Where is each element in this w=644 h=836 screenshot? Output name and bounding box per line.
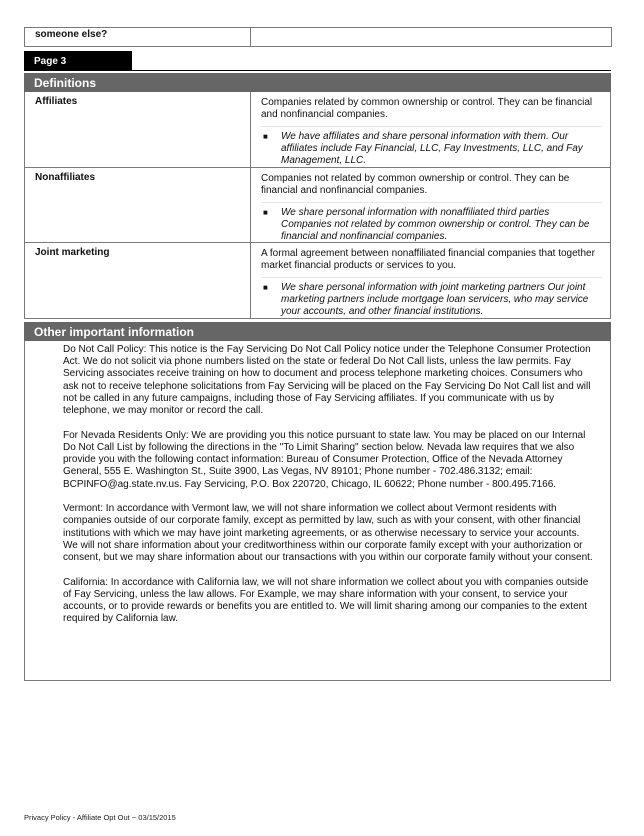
definition-row-nonaffiliates <box>25 168 610 243</box>
other-info-box <box>24 340 611 681</box>
bullet-text: We share personal information with nonaffiliated third parties Companies not related by common ownership or control. They can be financial and nonfinancial companies. <box>281 207 590 242</box>
previous-question-table-row <box>24 27 612 47</box>
definition-bullet <box>261 278 602 318</box>
do-not-call-policy: Do Not Call Policy: This notice is the Fay Servicing Do Not Call Policy notice under the Telephone Consumer Protection Act. We do not solicit via phone numbers listed on the state or federal Do Not Call lists, unless the law permits. Fay Servicing associates receive training on how to document and process telephone marketing choices. Consumers who ask not to receive telephone solicitations from Fay Servicing will be placed on the Fay Servicing Do Not Call list and will not be called in any future campaigns, including those of Fay Servicing affiliates. If you communicate with us by telephone, we may monitor or record the call. <box>63 344 591 417</box>
answer-cell <box>251 28 611 46</box>
bullet-icon: ■ <box>263 208 268 217</box>
definition-term: Nonaffiliates <box>25 168 251 242</box>
page-number-tab: Page 3 <box>24 51 132 70</box>
definition-text: Companies not related by common ownership or control. They can be financial and nonfinancial companies. <box>261 173 602 203</box>
bullet-icon: ■ <box>263 283 268 292</box>
definition-row-affiliates <box>25 92 610 168</box>
definition-bullet <box>261 127 602 167</box>
bullet-text: We share personal information with joint marketing partners Our joint marketing partners include mortgage loan servicers, who may service your accounts, and other financial institutions. <box>281 282 589 317</box>
california-notice: California: In accordance with California law, we will not share information we collect about you with companies outside of Fay Servicing, unless the law allows. For Example, we may share information with your consent, to service your accounts, or to provide rewards or benefits you are entitled to. We will limit sharing among our companies to the extent required by California law. <box>63 576 589 625</box>
definition-term: Affiliates <box>25 92 251 167</box>
definition-text: Companies related by common ownership or control. They can be financial and nonfinancial companies. <box>261 97 602 127</box>
definition-body <box>251 243 610 318</box>
definition-body <box>251 168 610 242</box>
definitions-table <box>24 92 611 319</box>
definition-row-joint-marketing <box>25 243 610 319</box>
other-info-header: Other important information <box>24 322 611 341</box>
definition-term: Joint marketing <box>25 243 251 318</box>
page-footer: Privacy Policy - Affiliate Opt Out ~ 03/15/2015 <box>24 813 176 822</box>
definition-text: A formal agreement between nonaffiliated financial companies that together market financial products or services to you. <box>261 248 602 278</box>
bullet-icon: ■ <box>263 132 268 141</box>
vermont-notice: Vermont: In accordance with Vermont law, we will not share information we collect about Vermont residents with companies outside of our corporate family, except as permitted by law, such as with your consent, with other financial institutions with which we may have joint marketing agreements, or as otherwise necessary to service your accounts. We will not share information about your creditworthiness within our corporate family except with your authorization or consent, but we may share information about our transactions with you within our corporate family without your consent. <box>63 503 593 564</box>
definition-bullet <box>261 203 602 243</box>
nevada-notice: For Nevada Residents Only: We are providing you this notice pursuant to state law. You may be placed on our Internal Do Not Call List by following the directions in the "To Limit Sharing" section below. Nevada law requires that we also provide you with the following contact information: Bureau of Consumer Protection, Office of the Nevada Attorney General, 555 E. Washington St., Suite 3900, Las Vegas, NV 89101; Phone number - 702.486.3132; email: BCPINFO@ag.state.nv.us. Fay Servicing, P.O. Box 220720, Chicago, IL 60622; Phone number - 800.495.7166. <box>63 429 586 490</box>
definition-body <box>251 92 610 167</box>
question-cell: someone else? <box>25 28 251 46</box>
bullet-text: We have affiliates and share personal information with them. Our affiliates include Fay Financial, LLC, Fay Investments, LLC, and Fay Management, LLC. <box>281 131 583 166</box>
definitions-header: Definitions <box>24 73 611 92</box>
page-divider <box>24 70 611 71</box>
